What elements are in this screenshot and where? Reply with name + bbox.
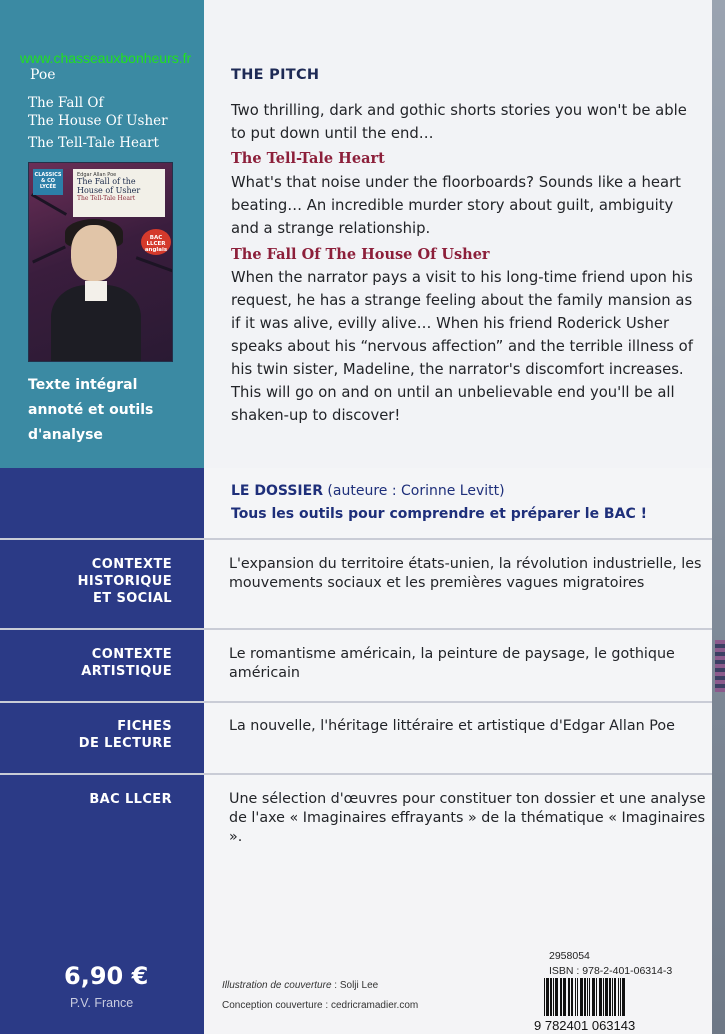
section-divider [0,701,712,703]
barcode-bar [577,978,578,1016]
story2-text: When the narrator pays a visit to his long-time friend upon his request, he has a strange feeling about the family mansion as if it was alive, evilly alive… When his friend Roderick Usher speaks about his “nervous affection” and the terrible illness of his twin sister, Madeline, the narrator's discomfort increases. This will go on and on until an unbelievable end you'll be all shaken-up to discover! [231,269,693,424]
barcode-bar [580,978,583,1016]
credit-value: : cedricramadier.com [322,1000,419,1011]
watermark-text: www.chasseauxbonheurs.fr [20,50,192,66]
design-credit [222,1000,418,1011]
isbn-text: ISBN : 978-2-401-06314-3 [549,965,673,977]
reference-number: 2958054 [549,950,590,962]
barcode-bar [599,978,602,1016]
section-divider [0,538,712,540]
dossier-author: (auteure : Corinne Levitt) [322,483,505,499]
section-label-bac [28,791,172,808]
credit-label: Conception couverture [222,1000,323,1011]
section-text-historique: L'expansion du territoire états-unien, la révolution industrielle, les mouvements sociaux et les premières vagues migratoires [229,556,702,591]
thumbnail-label [73,169,165,217]
barcode-digits: 9 782401 063143 [534,1018,636,1032]
thumbnail-author: Edgar Allan Poe [77,172,117,178]
barcode-bar [603,978,604,1016]
barcode-bar [605,978,608,1016]
barcode-bar [609,978,611,1016]
barcode-bar [614,978,616,1016]
edge-stripe [715,640,725,692]
story2-title: The Fall Of The House Of Usher [231,246,490,263]
barcode-bar [612,978,613,1016]
section-label-fiches [28,718,172,752]
barcode-bar [560,978,562,1016]
credit-value: : Solji Lee [331,980,379,991]
barcode-bar [620,978,621,1016]
label-line: ET SOCIAL [92,591,172,606]
story1-text: What's that noise under the floorboards? Sounds like a heart beating… An incredible murder story about guilt, ambiguity and a strange relationship. [231,174,681,237]
portrait-collar [85,281,107,301]
barcode-bars [544,978,625,1016]
thumbnail-title: The Fall of the House of Usher [77,177,141,195]
section-text-fiches: La nouvelle, l'héritage littéraire et artistique d'Edgar Allan Poe [229,718,675,734]
barcode-bar [592,978,595,1016]
section-label-artistique [28,646,172,680]
sidebar-blurb [28,373,200,448]
label-line: ARTISTIQUE [81,664,172,679]
credit-label: Illustration de couverture [222,980,332,991]
section-label-historique [28,556,172,607]
label-line: CONTEXTE [91,647,172,662]
barcode-bar [563,978,566,1016]
sidebar-blurb-line: Texte intégral [28,377,138,393]
barcode-bar [622,978,625,1016]
label-line: HISTORIQUE [77,574,172,589]
sidebar-blurb-line: annoté et outils [28,402,154,418]
barcode-bar [546,978,549,1016]
cover-edge [712,0,725,1034]
barcode-bar [550,978,552,1016]
section-text-bac: Une sélection d'œuvres pour constituer ton dossier et une analyse de l'axe « Imaginaires effrayants » de la thématique « Imaginaires ». [229,791,706,845]
barcode-bar [571,978,573,1016]
sidebar-blurb-line: d'analyse [28,427,103,443]
barcode-bar [555,978,558,1016]
thumbnail-bac-badge: BAC LLCER anglais [141,229,171,255]
dossier-tagline: Tous les outils pour comprendre et préparer le BAC ! [231,506,647,522]
barcode-bar [584,978,586,1016]
dossier-heading [231,483,505,499]
barcode-bar [587,978,588,1016]
label-line: FICHES [117,719,172,734]
section-divider [0,773,712,775]
barcode-bar [589,978,590,1016]
price: 6,90 € [64,962,149,990]
barcode-bar [596,978,597,1016]
barcode-bar [618,978,619,1016]
portrait-face [71,225,117,281]
sidebar-author: Poe [30,67,56,83]
barcode-bar [568,978,570,1016]
dossier-label: LE DOSSIER [231,483,323,499]
sidebar-title-line-2: The House Of Usher [28,113,168,129]
label-line: BAC LLCER [89,792,172,807]
barcode-bar [553,978,554,1016]
thumbnail-badge: CLASSICS & CO LYCÉE [33,169,63,195]
label-line: CONTEXTE [91,557,172,572]
story1-title: The Tell-Tale Heart [231,150,385,167]
price-note: P.V. France [70,996,134,1010]
pitch-intro: Two thrilling, dark and gothic shorts stories you won't be able to put down until the end… [231,102,687,142]
cover-thumbnail [28,162,173,362]
section-divider [0,628,712,630]
illustration-credit [222,980,378,991]
barcode-bar [575,978,576,1016]
section-text-artistique: Le romantisme américain, la peinture de paysage, le gothique américain [229,646,675,681]
label-line: DE LECTURE [78,736,172,751]
barcode-bar [544,978,545,1016]
thumbnail-subtitle: The Tell-Tale Heart [77,195,136,202]
sidebar-title-line-3: The Tell-Tale Heart [28,135,159,151]
sidebar-title-line-1: The Fall Of [28,95,104,111]
barcode [532,978,708,1032]
pitch-heading: THE PITCH [231,67,320,83]
